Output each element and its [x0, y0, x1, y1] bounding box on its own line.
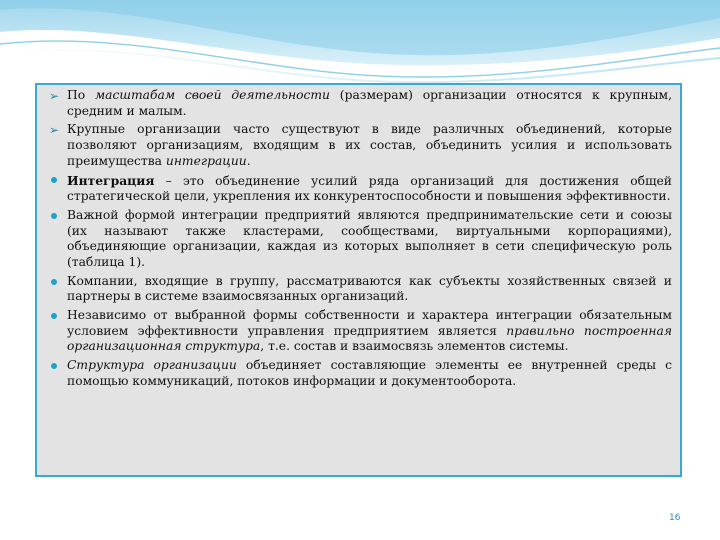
- bullet-text-run: (размерам) организации относятся к крупным, средним и малым.: [67, 88, 672, 118]
- dot-bullet-icon: [46, 274, 62, 290]
- bullet-text-run: Интеграция: [67, 172, 155, 188]
- bullet-text-run: Крупные организации часто существуют в виде различных объединений, которые позволяют организациям, входящим в их состав, объединить усилия и использовать преимущества: [67, 122, 672, 168]
- bullet-text-run: масштабам своей деятельности: [94, 88, 330, 102]
- arrow-bullet-icon: ➢: [48, 88, 60, 103]
- bullet-text-run: – это объединение усилий ряда организаций для достижения общей стратегической цели, укрепления их конкурентоспособности и повышения эффективности.: [67, 173, 672, 204]
- bullet-item: [46, 308, 672, 355]
- bullet-text-run: По: [67, 88, 95, 102]
- bullet-text-run: , т.е. состав и взаимосвязь элементов системы.: [260, 339, 569, 354]
- dot-bullet-icon: [46, 308, 62, 324]
- dot-bullet-icon: [46, 208, 62, 224]
- dot-bullet-icon: [46, 173, 62, 189]
- bullet-item: [46, 88, 672, 119]
- bullet-text-run: правильно построенная организационная структура: [67, 323, 672, 354]
- page-number: 16: [669, 513, 681, 523]
- bullet-text-run: Важной формой интеграции предприятий являются предпринимательские сети и союзы (их называют также кластерами, сообществами, виртуальными корпорациями), объединяющие организации, каждая из которых выполняет в сети специфическую роль (таблица 1).: [67, 208, 672, 269]
- dot-bullet-icon: [46, 358, 62, 374]
- bullet-item: [46, 122, 672, 169]
- bullet-item: [46, 274, 672, 305]
- bullet-item: [46, 208, 672, 270]
- bullet-text-run: интеграции: [165, 153, 247, 168]
- bullet-text-run: Структура организации: [67, 358, 237, 373]
- bullet-text-run: объединяет составляющие элементы ее внутренней среды с помощью коммуникаций, потоков информации и документооборота.: [67, 358, 672, 388]
- arrow-bullet-icon: ➢: [48, 123, 60, 138]
- bullet-item: [46, 358, 672, 389]
- bullet-text-run: Компании, входящие в группу, рассматриваются как субъекты хозяйственных связей и партнеры в системе взаимосвязанных организаций.: [67, 273, 672, 304]
- bullet-text-run: .: [246, 153, 251, 168]
- content-box: [35, 83, 682, 477]
- bullet-text-run: Независимо от выбранной формы собственности и характера интеграции обязательным условием эффективности управления предприятием является: [67, 308, 672, 338]
- bullet-list: [37, 85, 680, 389]
- bullet-item: [46, 173, 672, 205]
- header-wave-decoration: [0, 0, 720, 88]
